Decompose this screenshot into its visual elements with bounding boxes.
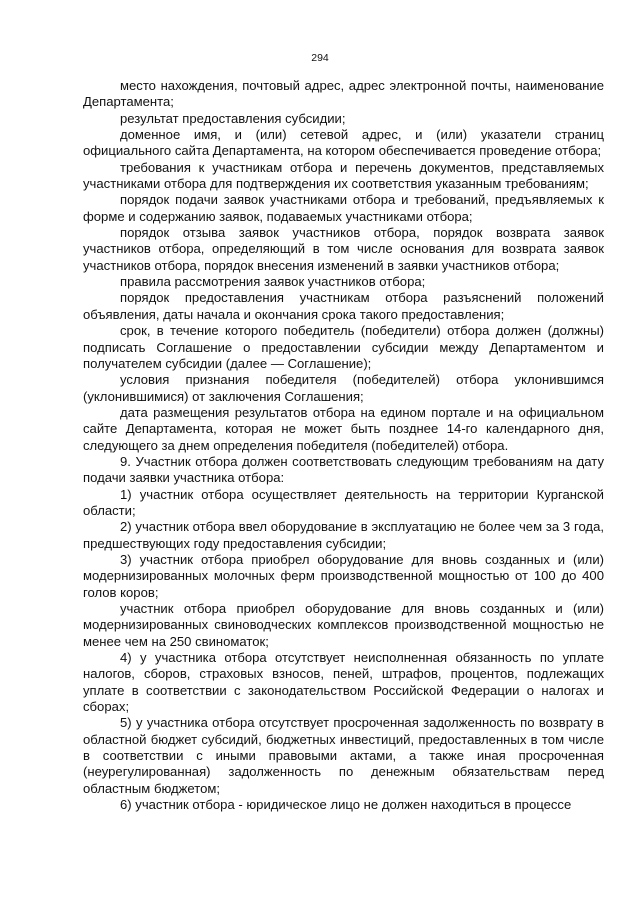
paragraph: порядок отзыва заявок участников отбора, порядок возврата заявок участников отбора, определяющий в том числе основания для возврата заявок участников отбора, порядок внесения изменений в заявки участников отбора; xyxy=(83,225,604,273)
paragraph: участник отбора приобрел оборудование для вновь созданных и (или) модернизированных свиноводческих комплексов производственной мощностью не менее чем на 250 свиноматок; xyxy=(83,601,604,649)
paragraph: 5) у участника отбора отсутствует просроченная задолженность по возврату в областной бюджет субсидий, бюджетных инвестиций, предоставленных в том числе в соответствии с иными правовыми актами, а также иная просроченная (неурегулированная) задолженность по денежным обязательствам перед областным бюджетом; xyxy=(83,715,604,796)
paragraph: требования к участникам отбора и перечень документов, представляемых участниками отбора для подтверждения их соответствия указанным требованиям; xyxy=(83,159,604,192)
paragraph: порядок предоставления участникам отбора разъяснений положений объявления, даты начала и окончания срока такого предоставления; xyxy=(83,290,604,322)
document-body xyxy=(83,78,604,813)
paragraph: место нахождения, почтовый адрес, адрес электронной почты, наименование Департамента; xyxy=(83,78,604,110)
paragraph: 1) участник отбора осуществляет деятельность на территории Курганской области; xyxy=(83,486,604,518)
paragraph: условия признания победителя (победителей) отбора уклонившимся (уклонившимися) от заключения Соглашения; xyxy=(83,372,604,404)
paragraph: дата размещения результатов отбора на едином портале и на официальном сайте Департамента, которая не может быть позднее 14-го календарного дня, следующего за днем определения победителя (победителей) отбора. xyxy=(83,404,604,453)
paragraph: порядок подачи заявок участниками отбора и требований, предъявляемых к форме и содержанию заявок, подаваемых участниками отбора; xyxy=(83,192,604,224)
paragraph: 3) участник отбора приобрел оборудование для вновь созданных и (или) модернизированных молочных ферм производственной мощностью от 100 до 400 голов коров; xyxy=(83,551,604,600)
paragraph: правила рассмотрения заявок участников отбора; xyxy=(120,274,426,290)
paragraph: 2) участник отбора ввел оборудование в эксплуатацию не более чем за 3 года, предшествующих году предоставления субсидии; xyxy=(83,519,604,551)
paragraph: 4) у участника отбора отсутствует неисполненная обязанность по уплате налогов, сборов, страховых взносов, пеней, штрафов, процентов, подлежащих уплате в соответствии с законодательством Российской Федерации о налогах и сборах; xyxy=(83,650,604,715)
paragraph: доменное имя, и (или) сетевой адрес, и (или) указатели страниц официального сайта Департамента, на котором обеспечивается проведение отбора; xyxy=(83,127,604,159)
paragraph: 6) участник отбора - юридическое лицо не должен находиться в процессе xyxy=(120,797,572,813)
paragraph: срок, в течение которого победитель (победители) отбора должен (должны) подписать Соглашение о предоставлении субсидии между Департаментом и получателем субсидии (далее — Соглашение); xyxy=(83,323,604,371)
paragraph: результат предоставления субсидии; xyxy=(120,110,346,126)
page-number: 294 xyxy=(311,52,329,64)
paragraph: 9. Участник отбора должен соответствовать следующим требованиям на дату подачи заявки участника отбора: xyxy=(83,453,604,486)
